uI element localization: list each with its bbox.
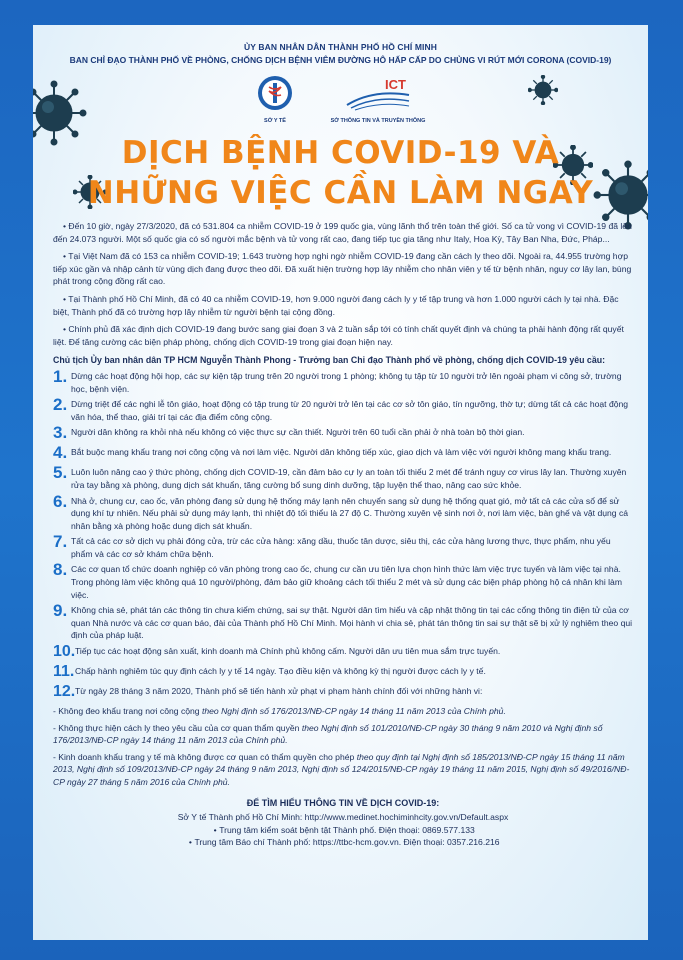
item-number: 1. — [53, 366, 68, 386]
list-item — [53, 645, 633, 662]
item-number: 4. — [53, 443, 68, 463]
list-item — [53, 491, 633, 533]
header-committee: ỦY BAN NHÂN DÂN THÀNH PHỐ HỒ CHÍ MINH — [244, 42, 437, 52]
content — [53, 220, 633, 849]
penalty-text: - Không đeo khẩu trang nơi công cộng — [53, 706, 202, 717]
item-number: 7. — [53, 532, 68, 552]
item-number: 8. — [53, 560, 68, 580]
item-text: Luôn luôn nâng cao ý thức phòng, chống dịch COVID-19, cần đảm bảo cự ly an toàn tối thiểu 2 mét để tránh nguy cơ virus lây lan. Thường xuyên rửa tay bằng xà phòng, dung dịch sát khuẩn, tăng cường bổ sung dinh dưỡng, tập luyện thể thao, nâng cao sức khỏe. — [71, 467, 627, 490]
penalty-item — [53, 751, 633, 789]
footer-line — [53, 836, 633, 849]
item-text: Từ ngày 28 tháng 3 năm 2020, Thành phố sẽ tiến hành xử phạt vi phạm hành chính đối với những hành vi: — [75, 686, 483, 697]
penalty-item — [53, 722, 633, 747]
item-number: 5. — [53, 463, 68, 483]
requirements-lead: Chủ tịch Ủy ban nhân dân TP HCM Nguyễn Thành Phong - Trưởng ban Chỉ đạo Thành phố về phòng, chống dịch COVID-19 yêu cầu: — [53, 355, 606, 366]
penalty-item — [53, 705, 633, 718]
item-text: Các cơ quan tổ chức doanh nghiệp có văn phòng trong cao ốc, chung cư cần ưu tiên lựa chọn hình thức làm việc trực tuyến và làm việc tại nhà. Trong phòng làm việc không quá 10 người/phòng, đảm bảo giữ khoảng cách tối thiểu 2 mét và sử dụng các biện pháp phòng hộ cá nhân khi làm việc. — [71, 564, 622, 600]
item-text: Chấp hành nghiêm túc quy định cách ly y tế 14 ngày. Tạo điều kiện và không kỳ thị người được cách ly y tế. — [75, 666, 486, 677]
list-item — [53, 443, 633, 463]
list-item — [53, 532, 633, 560]
item-text: Tiếp tục các hoạt động sản xuất, kinh doanh mà Chính phủ không cấm. Người dân ưu tiên mua sắm trực tuyến. — [75, 646, 501, 657]
health-department-logo — [253, 75, 297, 124]
item-number: 6. — [53, 491, 68, 511]
list-item — [53, 423, 633, 443]
title-line-2: NHỮNG VIỆC CẦN LÀM NGAY — [87, 175, 594, 211]
list-item — [53, 665, 633, 682]
ict-mark: ICT — [385, 77, 406, 92]
title-line-1: DỊCH BỆNH COVID-19 VÀ — [121, 135, 560, 171]
intro-paragraph: • Tại Thành phố Hồ Chí Minh, đã có 40 ca nhiễm COVID-19, hơn 9.000 người đang cách ly y tế tập trung và hơn 1.000 người cách ly tại nhà. Đặc biệt, Thành phố đã có trường hợp lây nhiễm từ người bệnh tại cộng đồng. — [53, 293, 619, 317]
penalty-legal-basis: theo Nghị định số 101/2010/NĐ-CP ngày 30 tháng 9 năm 2010 và Nghị định số 176/2013/NĐ-CP ngày 14 tháng 11 năm 2013 của Chính phủ. — [53, 722, 603, 746]
penalty-legal-basis: theo Nghị định số 176/2013/NĐ-CP ngày 14 tháng 11 năm 2013 của Chính phủ. — [201, 706, 506, 717]
item-text: Dừng các hoạt động hội họp, các sự kiện tập trung trên 20 người trong 1 phòng; không tụ tập từ 10 người trở lên ngoài phạm vi công sở, trường học, bệnh viện. — [71, 370, 622, 394]
penalty-legal-basis: theo quy định tại Nghị định số 185/2013/NĐ-CP ngày 15 tháng 11 năm 2013, Nghị định số 109/2013/NĐ-CP ngày 24 tháng 9 năm 2013, Nghị định số 124/2015/NĐ-CP ngày 19 tháng 11 năm 2015, Nghị định số 49/2016/NĐ-CP ngày 27 tháng 5 năm 2016 của Chính phủ. — [53, 751, 630, 787]
list-item — [53, 601, 633, 642]
footer — [53, 797, 633, 849]
penalty-text: - Không thực hiện cách ly theo yêu cầu của cơ quan thẩm quyền — [53, 722, 302, 733]
intro-paragraph: • Chính phủ đã xác định dịch COVID-19 đang bước sang giai đoạn 3 và 2 tuần sắp tới có tính chất quyết định và chúng ta phải hành động rất quyết liệt. Để tăng cường các biện pháp phòng, chống dịch COVID-19 trong giai đoạn hiện nay. — [53, 324, 624, 347]
item-text: Không chia sẻ, phát tán các thông tin chưa kiểm chứng, sai sự thật. Người dân tìm hiểu và cập nhật thông tin tại các cổng thông tin điện tử của cơ quan Nhà nước và các cơ quan báo, đài của Thành phố Hồ Chí Minh. Mọi hành vi chia sẻ, phát tán thông tin sai sự thật sẽ bị xử lý nghiêm theo qui định của pháp luật. — [71, 605, 633, 641]
list-item — [53, 366, 633, 395]
header — [33, 42, 648, 65]
list-item — [53, 685, 633, 702]
ict-caption: SỞ THÔNG TIN VÀ TRUYỀN THÔNG — [330, 118, 426, 124]
list-item — [53, 560, 633, 601]
footer-title: ĐỂ TÌM HIỂU THÔNG TIN VỀ DỊCH COVID-19: — [246, 797, 440, 808]
ict-emblem-icon — [343, 75, 413, 111]
footer-line: Sở Y tế Thành phố Hồ Chí Minh: http://www.medinet.hochiminhcity.gov.vn/Default.aspx — [177, 812, 509, 823]
item-text: Dừng triệt để các nghi lễ tôn giáo, hoạt động có tập trung từ 20 người trở lên tại các cơ sở tôn giáo, tín ngưỡng, thờ tự; dừng tất cả các hoạt động văn hóa, thể thao, giải trí tại các địa điểm công cộng. — [71, 399, 629, 422]
item-number: 9. — [53, 601, 68, 621]
item-text: Tất cả các cơ sở dịch vụ phải đóng cửa, trừ các cửa hàng: xăng dầu, thuốc tân dược, siêu thị, các cửa hàng lương thực, thực phẩm, nhu yếu phẩm và các cơ sở khám chữa bệnh. — [71, 536, 611, 559]
bullet-icon: • — [188, 837, 192, 848]
item-text: Người dân không ra khỏi nhà nếu không có việc thực sự cần thiết. Người trên 60 tuổi cần phải ở nhà toàn bộ thời gian. — [71, 427, 525, 438]
footer-line — [53, 824, 633, 837]
logos — [33, 75, 648, 137]
intro-paragraph: • Tại Việt Nam đã có 153 ca nhiễm COVID-19; 1.643 trường hợp nghi ngờ nhiễm COVID-19 đang cần cách ly theo dõi. Ngoài ra, 44.955 trường hợp tiếp xúc gần và nhập cảnh từ vùng dịch đang được theo dõi. Đã xuất hiện trường hợp lây nhiễm cho nhân viên y tế từ bệnh nhân, nguy cơ lây lan, bùng phát trong cộng đồng rất cao. — [53, 251, 632, 287]
item-number: 3. — [53, 423, 68, 443]
medical-emblem-icon — [257, 75, 293, 111]
footer-line-text: Trung tâm Báo chí Thành phố: https://ttbc-hcm.gov.vn. Điện thoại: 0357.216.216 — [194, 837, 500, 848]
bullet-icon: • — [213, 824, 217, 835]
list-item — [53, 463, 633, 491]
footer-line-text: Trung tâm kiểm soát bệnh tật Thành phố. Điện thoại: 0869.577.133 — [219, 824, 475, 835]
penalty-text: - Kinh doanh khẩu trang y tế mà không được cơ quan có thẩm quyền cho phép — [53, 751, 357, 762]
ict-logo — [323, 75, 433, 124]
health-department-caption: SỞ Y TẾ — [264, 118, 286, 124]
item-text: Bắt buộc mang khẩu trang nơi công cộng và nơi làm việc. Người dân không tiếp xúc, giao dịch và làm việc với người không mang khẩu trang. — [71, 447, 612, 458]
list-item — [53, 395, 633, 423]
item-number: 12. — [53, 683, 76, 701]
page-title — [33, 133, 648, 213]
header-steering-board: BAN CHỈ ĐẠO THÀNH PHỐ VỀ PHÒNG, CHỐNG DỊCH BỆNH VIÊM ĐƯỜNG HÔ HẤP CẤP DO CHỦNG VI RÚT MỚI CORONA (COVID-19) — [69, 55, 612, 65]
item-number: 11. — [53, 663, 75, 681]
item-number: 2. — [53, 395, 68, 415]
item-number: 10. — [53, 643, 76, 661]
item-text: Nhà ở, chung cư, cao ốc, văn phòng đang sử dụng hệ thống máy lạnh nên chuyển sang sử dụng hệ thống quạt gió, mở tất cả các cửa sổ để sử dụng khí tự nhiên. Nếu phải sử dụng máy lạnh, thì nhiệt độ tối thiểu là 27 độ C. Thường xuyên vệ sinh nơi ở, nơi làm việc, bàn ghế và vật dụng cá nhân bằng xà phòng hoặc dung dịch sát khuẩn. — [71, 495, 629, 531]
intro-paragraph: • Đến 10 giờ, ngày 27/3/2020, đã có 531.804 ca nhiễm COVID-19 ở 199 quốc gia, vùng lãnh thổ trên toàn thế giới. Số ca tử vong vì COVID-19 đã lên đến 24.073 người. Một số quốc gia có số người mắc bệnh và tử vong rất cao, đang tiếp tục gia tăng như Italy, Hoa Kỳ, Tây Ban Nha, Đức, Pháp... — [53, 221, 632, 244]
poster — [33, 25, 648, 940]
